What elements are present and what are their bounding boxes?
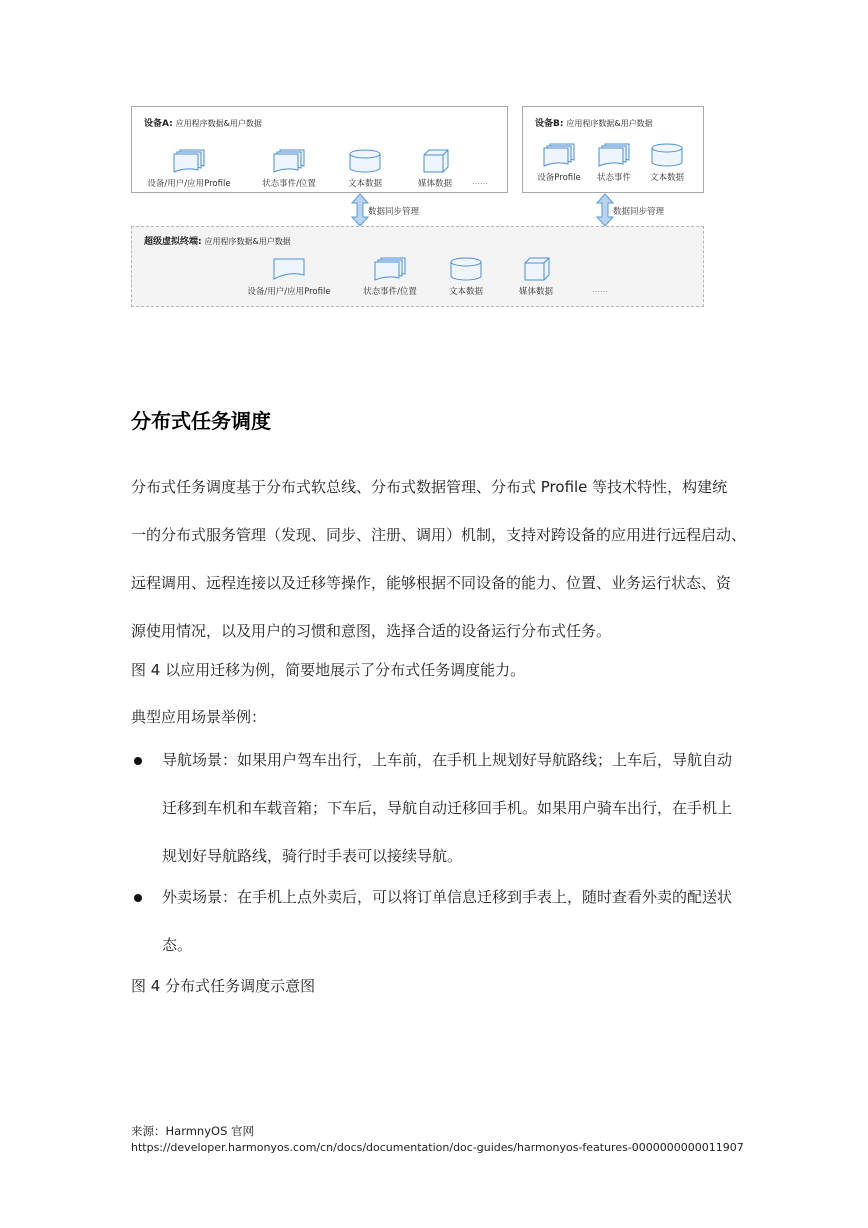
- examples-heading: 典型应用场景举例：: [131, 708, 267, 726]
- media-data-item: 媒体数据: [380, 149, 490, 189]
- device-b-title: 设备B: 应用程序数据&用户数据: [535, 119, 653, 129]
- status-event-item: 状态事件: [559, 143, 669, 183]
- bullet-line: 导航场景：如果用户驾车出行，上车前，在手机上规划好导航路线；上车后，导航自动: [162, 751, 733, 769]
- doc-icon: [272, 257, 306, 281]
- figure-caption: 图 4 分布式任务调度示意图: [131, 977, 316, 995]
- text-data-item: 文本数据: [612, 143, 722, 183]
- cube-icon: [519, 257, 553, 281]
- bullet-line: 外卖场景：在手机上点外卖后，可以将订单信息迁移到手表上，随时查看外卖的配送状: [162, 888, 733, 906]
- profile-item: 设备/用户/应用Profile: [134, 149, 244, 189]
- device-profile-item: 设备Profile: [504, 143, 614, 183]
- sync-arrow-icon: [351, 193, 369, 227]
- paragraph-line: 一的分布式服务管理（发现、同步、注册、调用）机制，支持对跨设备的应用进行远程启动、: [131, 526, 747, 544]
- paragraph-line: 源使用情况，以及用户的习惯和意图，选择合适的设备运行分布式任务。: [131, 622, 612, 640]
- super-terminal-title: 超级虚拟终端: 应用程序数据&用户数据: [144, 237, 291, 247]
- status-event-item: 状态事件/位置: [335, 257, 445, 297]
- profile-item: 设备/用户/应用Profile: [234, 257, 344, 297]
- text-data-item: 文本数据: [310, 149, 420, 189]
- stacked-docs-icon: [272, 149, 306, 173]
- stacked-docs-icon: [373, 257, 407, 281]
- paragraph-line: 远程调用、远程连接以及迁移等操作，能够根据不同设备的能力、位置、业务运行状态、资: [131, 574, 732, 592]
- database-icon: [348, 149, 382, 173]
- media-data-item: 媒体数据: [481, 257, 591, 297]
- figure-reference-paragraph: 图 4 以应用迁移为例，简要地展示了分布式任务调度能力。: [131, 661, 526, 679]
- section-title: 分布式任务调度: [131, 409, 271, 433]
- status-event-item: 状态事件/位置: [234, 149, 344, 189]
- source-label: 来源：HarmnyOS 官网: [131, 1124, 255, 1138]
- cube-icon: [418, 149, 452, 173]
- bullet-dot: [134, 757, 142, 765]
- bullet-line: 态。: [162, 936, 193, 954]
- sync-label-b: 数据同步管理: [613, 207, 665, 217]
- bullet-dot: [134, 894, 142, 902]
- sync-arrow-icon: [596, 193, 614, 227]
- sync-label-a: 数据同步管理: [368, 207, 420, 217]
- intro-paragraph: [131, 475, 747, 667]
- device-b-box: [522, 106, 704, 193]
- super-terminal-box: [131, 226, 704, 307]
- database-icon: [650, 143, 684, 167]
- paragraph-line: 分布式任务调度基于分布式软总线、分布式数据管理、分布式 Profile 等技术特性，构建统: [131, 478, 728, 496]
- bullet-line: 迁移到车机和车载音箱；下车后，导航自动迁移回手机。如果用户骑车出行，在手机上: [162, 799, 733, 817]
- bullet-line: 规划好导航路线，骑行时手表可以接续导航。: [162, 847, 463, 865]
- database-icon: [449, 257, 483, 281]
- text-data-item: 文本数据: [411, 257, 521, 297]
- stacked-docs-icon: [172, 149, 206, 173]
- device-a-title: 设备A: 应用程序数据&用户数据: [144, 119, 262, 129]
- source-url-link[interactable]: https://developer.harmonyos.com/cn/docs/documentation/doc-guides/harmonyos-features-0000000000011907: [131, 1141, 744, 1154]
- more-ellipsis: ……: [592, 285, 608, 294]
- device-a-box: [131, 106, 508, 193]
- more-ellipsis: ……: [472, 177, 488, 186]
